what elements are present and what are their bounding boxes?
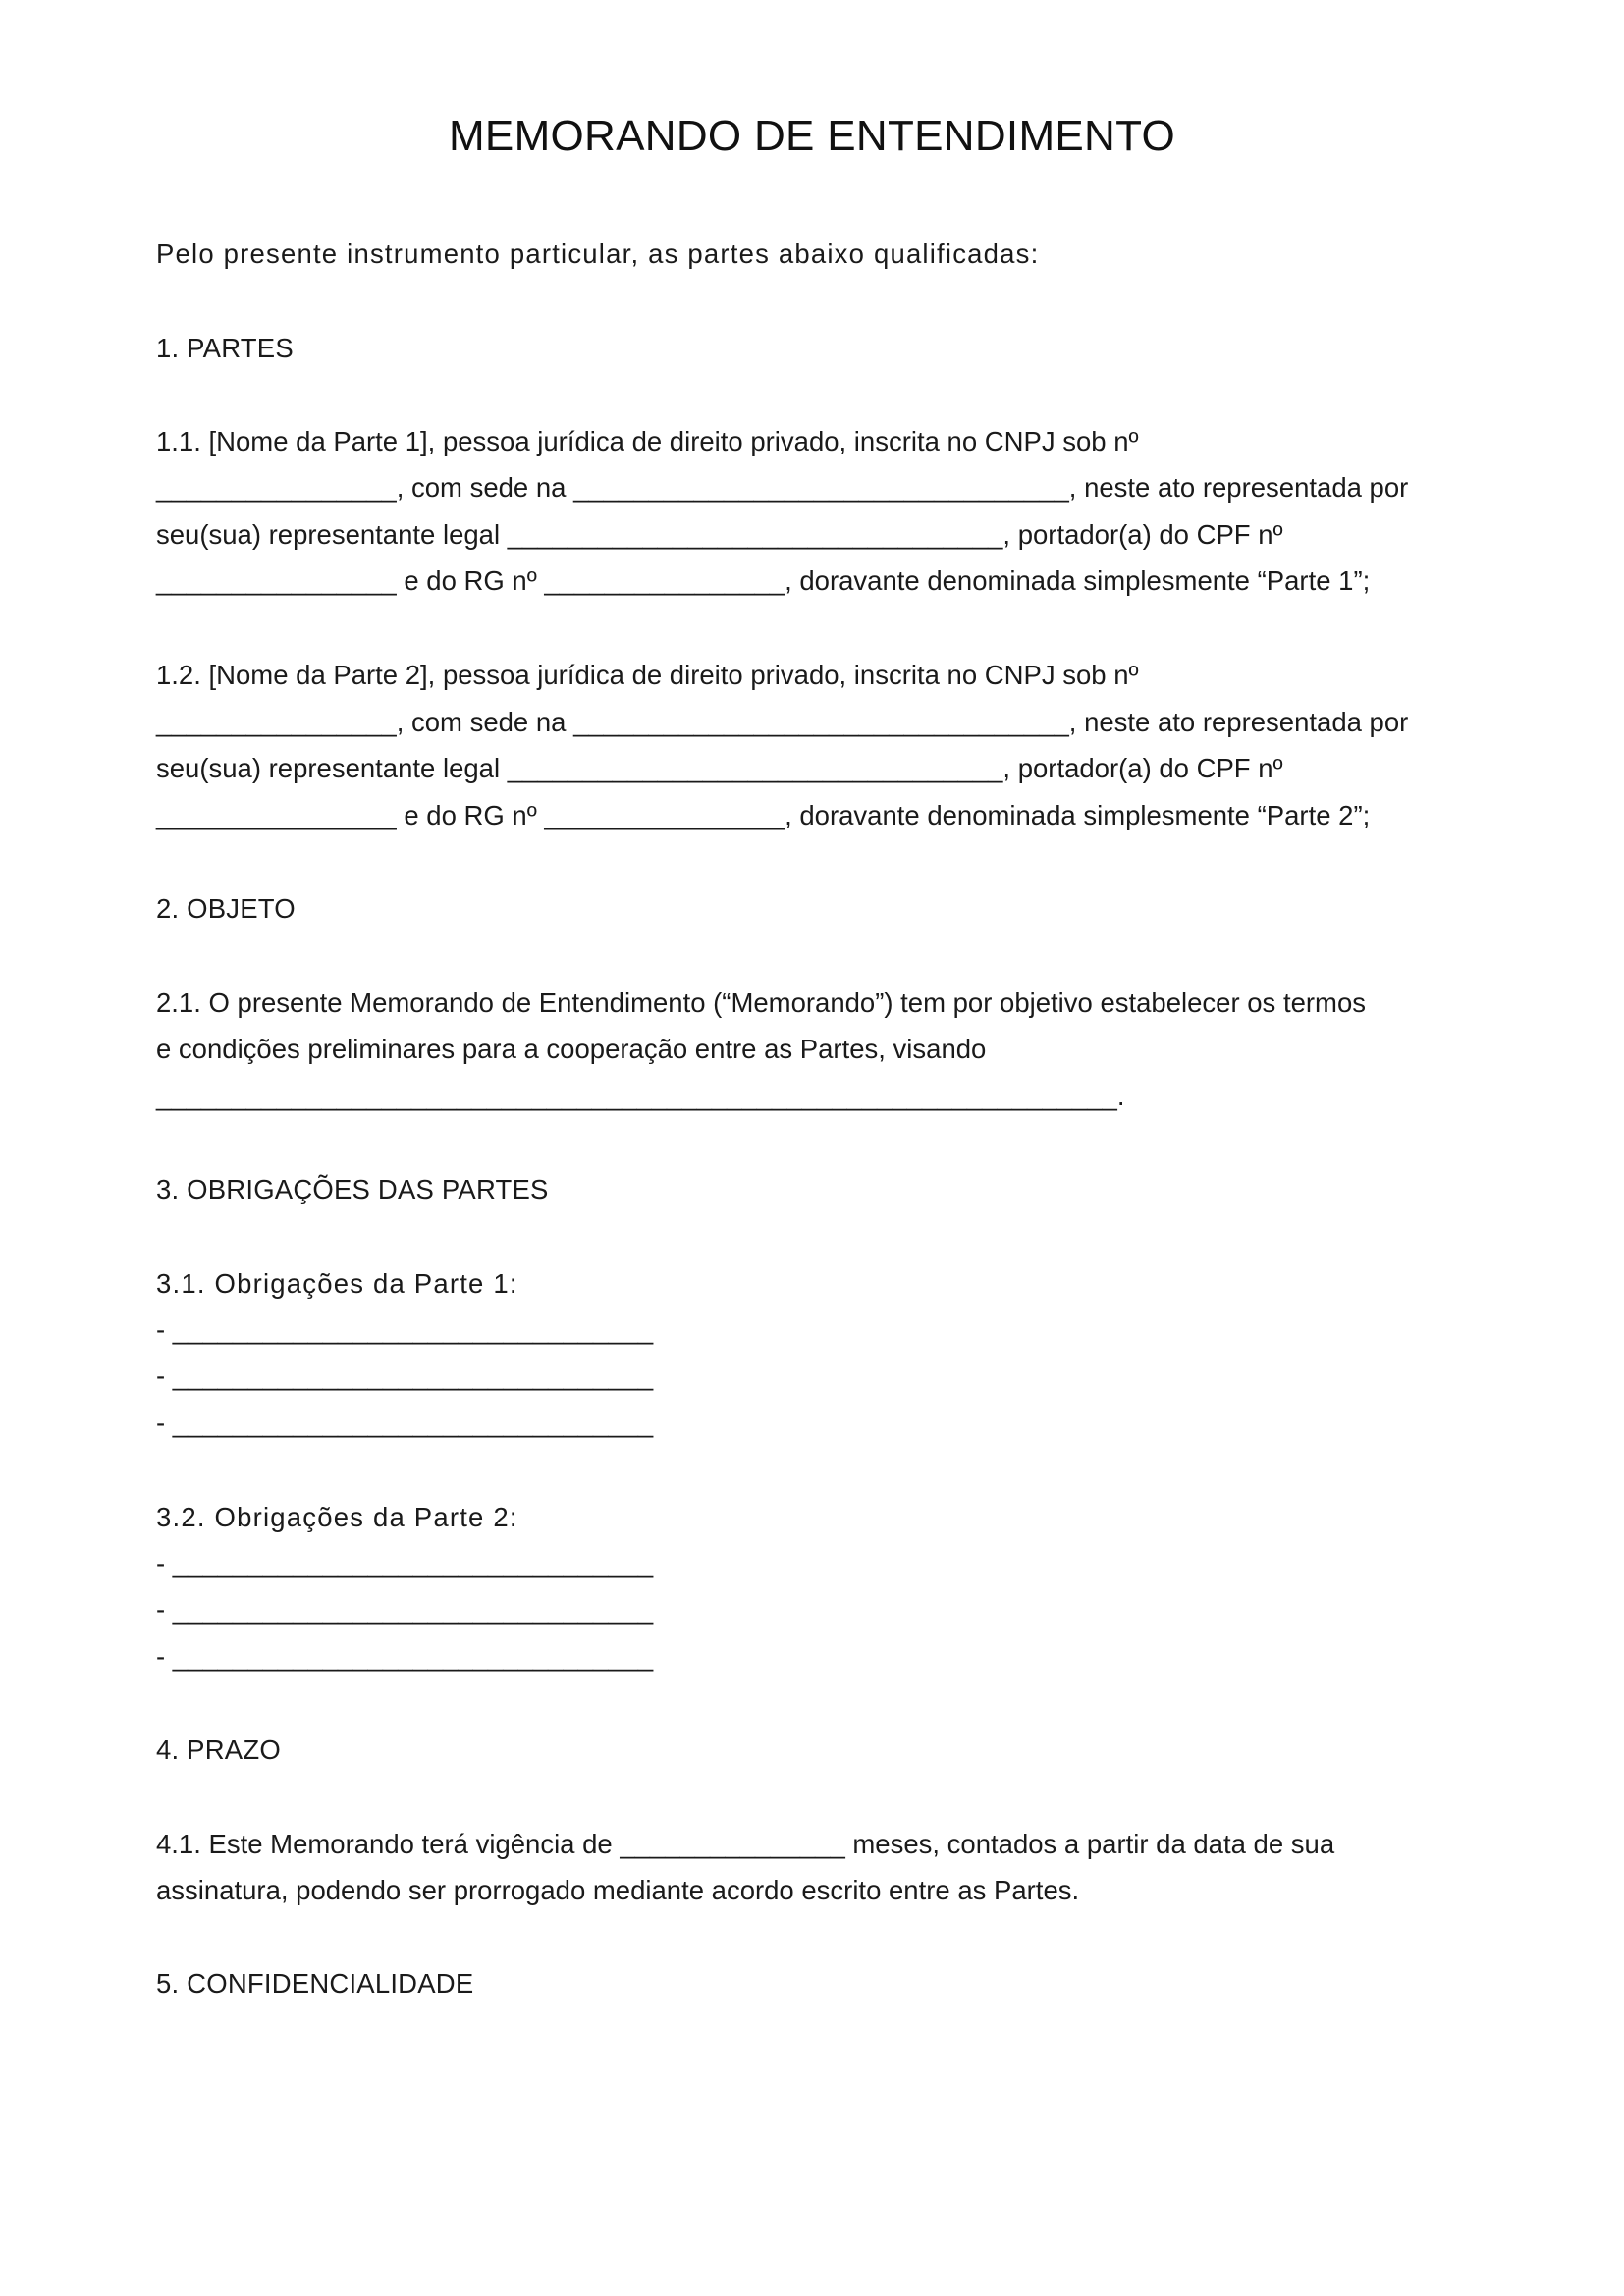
section-heading-obrigacoes: 3. OBRIGAÇÕES DAS PARTES bbox=[156, 1174, 549, 1204]
clause-1-1-line: 1.1. [Nome da Parte 1], pessoa jurídica de direito privado, inscrita no CNPJ sob nº bbox=[156, 426, 1139, 456]
clause-1-2-line: 1.2. [Nome da Parte 2], pessoa jurídica de direito privado, inscrita no CNPJ sob nº bbox=[156, 660, 1139, 690]
obligation-item-parte-2: - ________________________________ bbox=[156, 1641, 654, 1672]
obligation-item-parte-2: - ________________________________ bbox=[156, 1548, 654, 1578]
document-title: MEMORANDO DE ENTENDIMENTO bbox=[448, 112, 1176, 160]
clause-1-2-line: seu(sua) representante legal _________________________________, portador(a) do CPF nº bbox=[156, 753, 1283, 783]
clause-1-2-line: ________________ e do RG nº ________________, doravante denominada simplesmente “Parte 2”; bbox=[156, 800, 1371, 830]
obligation-item-parte-1: - ________________________________ bbox=[156, 1361, 654, 1391]
clause-1-1-line: ________________ e do RG nº ________________, doravante denominada simplesmente “Parte 1”; bbox=[156, 565, 1371, 596]
section-heading-prazo: 4. PRAZO bbox=[156, 1735, 281, 1765]
clause-4-1-line: 4.1. Este Memorando terá vigência de _______________ meses, contados a partir da data de sua bbox=[156, 1829, 1335, 1859]
clause-2-1-line: 2.1. O presente Memorando de Entendimento (“Memorando”) tem por objetivo estabelecer os termos bbox=[156, 988, 1366, 1018]
clause-1-1-line: ________________, com sede na _________________________________, neste ato representada por bbox=[156, 472, 1409, 503]
clause-1-2-line: ________________, com sede na _________________________________, neste ato representada por bbox=[156, 707, 1409, 737]
clause-3-2-label: 3.2. Obrigações da Parte 2: bbox=[156, 1502, 518, 1532]
clause-4-1-line: assinatura, podendo ser prorrogado mediante acordo escrito entre as Partes. bbox=[156, 1875, 1080, 1905]
obligation-item-parte-1: - ________________________________ bbox=[156, 1408, 654, 1438]
section-heading-confidencialidade: 5. CONFIDENCIALIDADE bbox=[156, 1968, 474, 1999]
clause-2-1-line: ________________________________________________________________. bbox=[156, 1081, 1125, 1111]
clause-2-1-line: e condições preliminares para a cooperação entre as Partes, visando bbox=[156, 1034, 987, 1064]
obligation-item-parte-1: - ________________________________ bbox=[156, 1314, 654, 1345]
section-heading-partes: 1. PARTES bbox=[156, 333, 294, 363]
section-heading-objeto: 2. OBJETO bbox=[156, 893, 296, 924]
clause-1-1-line: seu(sua) representante legal _________________________________, portador(a) do CPF nº bbox=[156, 519, 1283, 550]
intro-paragraph: Pelo presente instrumento particular, as partes abaixo qualificadas: bbox=[156, 239, 1040, 269]
clause-3-1-label: 3.1. Obrigações da Parte 1: bbox=[156, 1268, 518, 1299]
obligation-item-parte-2: - ________________________________ bbox=[156, 1594, 654, 1625]
